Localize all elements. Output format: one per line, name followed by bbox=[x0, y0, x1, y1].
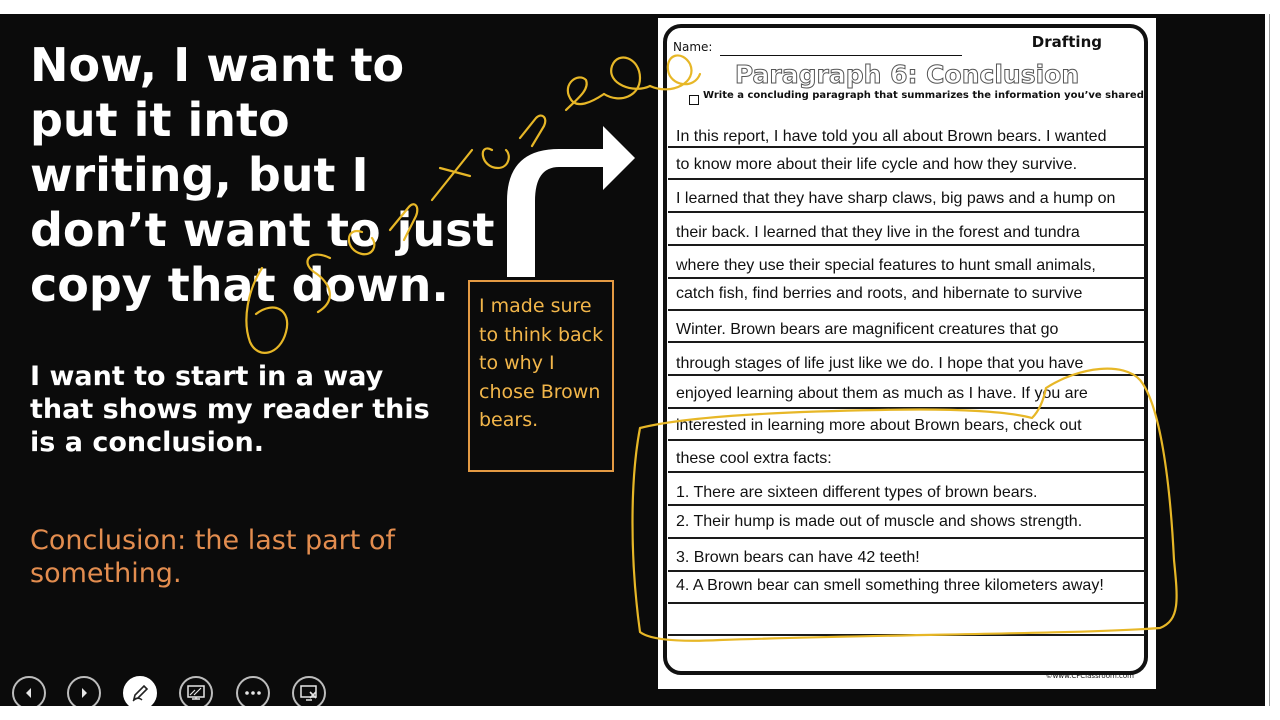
conclusion-definition: Conclusion: the last part of something. bbox=[30, 525, 395, 589]
writing-line bbox=[668, 341, 1145, 343]
instruction-checkbox-icon bbox=[689, 95, 699, 105]
more-options-button[interactable] bbox=[236, 676, 270, 706]
worksheet-line-text: I learned that they have sharp claws, big paws and a hump on bbox=[676, 190, 1116, 207]
previous-slide-button[interactable] bbox=[12, 676, 46, 706]
writing-line bbox=[668, 277, 1145, 279]
writing-line bbox=[668, 537, 1145, 539]
worksheet-line-text: In this report, I have told you all about Brown bears. I wanted bbox=[676, 128, 1107, 145]
handwritten-six-sentences bbox=[566, 77, 604, 110]
worksheet-title: Paragraph 6: Conclusion bbox=[734, 60, 1080, 89]
slideshow-controls bbox=[0, 676, 400, 706]
worksheet-page bbox=[658, 18, 1156, 689]
writing-line bbox=[668, 634, 1145, 636]
slides-grid-icon bbox=[186, 684, 206, 702]
pen-tool-button[interactable] bbox=[123, 676, 157, 706]
chevron-left-icon bbox=[22, 686, 36, 700]
end-show-button[interactable] bbox=[292, 676, 326, 706]
worksheet-line-text: 2. Their hump is made out of muscle and shows strength. bbox=[676, 513, 1083, 530]
name-label: Name: bbox=[673, 40, 713, 54]
worksheet-line-text: 3. Brown bears can have 42 teeth! bbox=[676, 549, 920, 566]
writing-line bbox=[668, 211, 1145, 213]
worksheet-line-text: these cool extra facts: bbox=[676, 450, 832, 467]
writing-line bbox=[668, 178, 1145, 180]
pen-icon bbox=[130, 683, 150, 703]
slide-heading: Now, I want to put it into writing, but I don’t want to just copy that down. bbox=[30, 38, 495, 312]
worksheet-line-text: interested in learning more about Brown bears, check out bbox=[676, 417, 1082, 434]
worksheet-instruction: Write a concluding paragraph that summarizes the information you’ve shared. bbox=[703, 90, 1148, 101]
ellipsis-icon bbox=[243, 690, 263, 696]
writing-line bbox=[668, 146, 1145, 148]
name-line bbox=[720, 55, 962, 56]
handwritten-six-sentences bbox=[604, 57, 650, 98]
callout-box bbox=[468, 280, 614, 472]
writing-line bbox=[668, 570, 1145, 572]
writing-line bbox=[668, 244, 1145, 246]
writing-line bbox=[668, 374, 1145, 376]
writing-line bbox=[668, 602, 1145, 604]
callout-text: I made sure to think back to why I chose Brown bears. bbox=[479, 295, 604, 431]
window-edge bbox=[1265, 0, 1280, 720]
window-divider bbox=[1269, 14, 1270, 706]
worksheet-line-text: 4. A Brown bear can smell something three kilometers away! bbox=[676, 577, 1104, 594]
writing-line bbox=[668, 407, 1145, 409]
worksheet-line-text: Winter. Brown bears are magnificent creatures that go bbox=[676, 321, 1059, 338]
worksheet-line-text: to know more about their life cycle and how they survive. bbox=[676, 156, 1078, 173]
worksheet-line-text: their back. I learned that they live in the forest and tundra bbox=[676, 224, 1080, 241]
worksheet-footer: ©www.CFClassroom.com bbox=[1045, 672, 1134, 680]
writing-line bbox=[668, 504, 1145, 506]
writing-line bbox=[668, 439, 1145, 441]
next-slide-button[interactable] bbox=[67, 676, 101, 706]
drafting-badge: Drafting bbox=[1031, 33, 1102, 51]
writing-line bbox=[668, 471, 1145, 473]
worksheet-line-text: through stages of life just like we do. I hope that you have bbox=[676, 355, 1084, 372]
worksheet-line-text: where they use their special features to hunt small animals, bbox=[676, 257, 1096, 274]
chevron-right-icon bbox=[77, 686, 91, 700]
curved-arrow-icon bbox=[495, 109, 645, 279]
worksheet-line-text: 1. There are sixteen different types of brown bears. bbox=[676, 484, 1038, 501]
see-all-slides-button[interactable] bbox=[179, 676, 213, 706]
slide-subheading: I want to start in a way that shows my reader this is a conclusion. bbox=[30, 361, 430, 458]
screen-exit-icon bbox=[299, 684, 319, 702]
writing-line bbox=[668, 309, 1145, 311]
worksheet-line-text: enjoyed learning about them as much as I have. If you are bbox=[676, 385, 1088, 402]
worksheet-line-text: catch fish, find berries and roots, and hibernate to survive bbox=[676, 285, 1083, 302]
presentation-slide bbox=[0, 14, 1265, 706]
